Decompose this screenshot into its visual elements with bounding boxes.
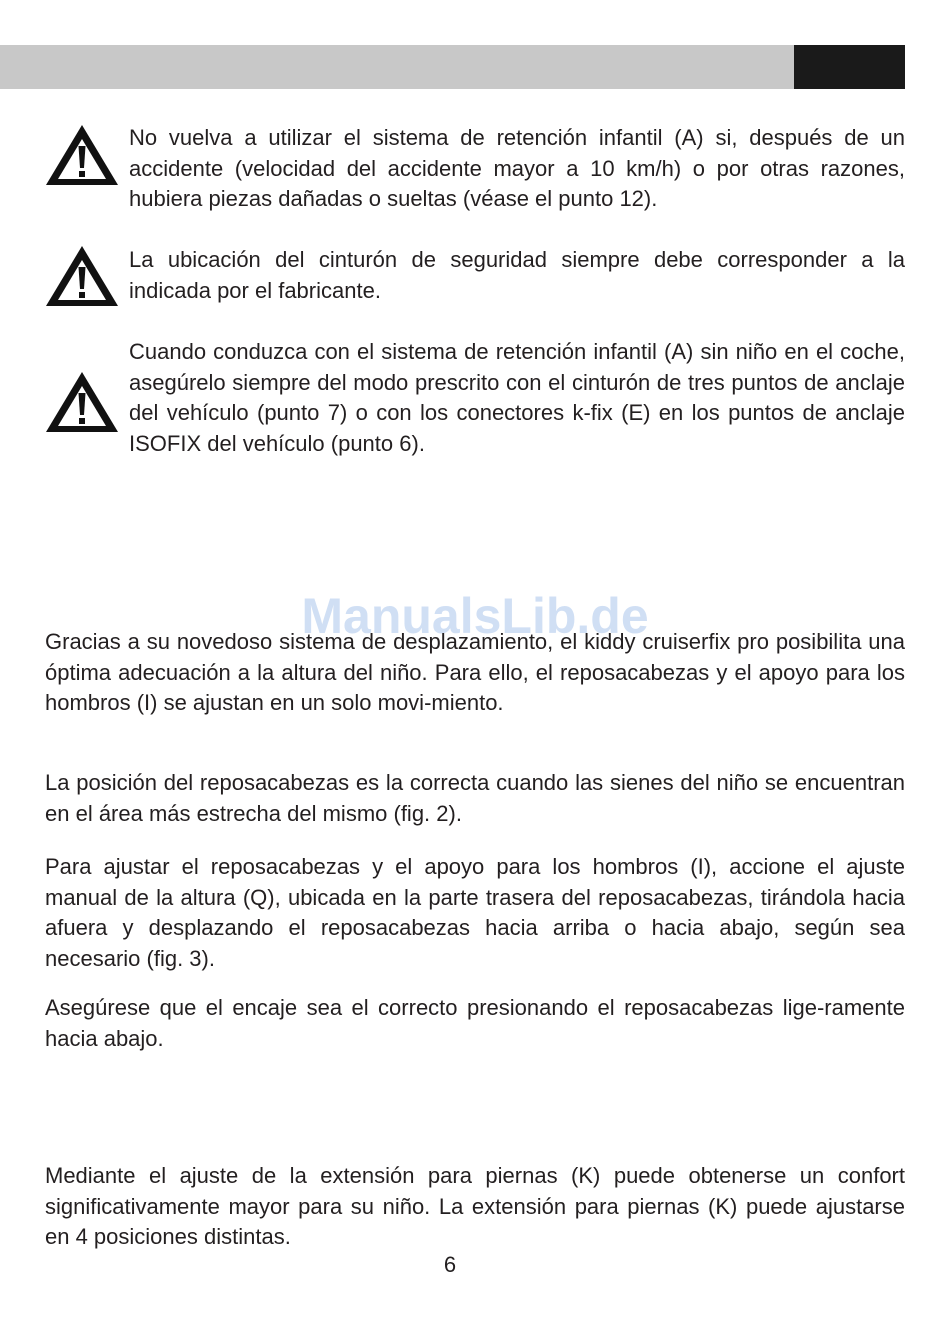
paragraph: La posición del reposacabezas es la correcta cuando las sienes del niño se encuentran en el área más estrecha del mismo (fig. 2).: [45, 770, 905, 826]
watermark: ManualsLib.de: [301, 588, 649, 644]
header-tab-block: [794, 45, 905, 89]
warning-text: Cuando conduzca con el sistema de retención infantil (A) sin niño en el coche, asegúrelo siempre del modo prescrito con el cinturón de tres puntos de anclaje del vehículo (punto 7) o con los conectores k-fix (E) en los puntos de anclaje ISOFIX del vehículo (punto 6).: [129, 339, 905, 456]
warning-triangle-icon: [44, 244, 120, 308]
paragraph: Asegúrese que el encaje sea el correcto presionando el reposacabezas lige-ramente hacia abajo.: [45, 995, 905, 1051]
paragraph: Mediante el ajuste de la extensión para piernas (K) puede obtenerse un confort significativamente mayor para su niño. La extensión para piernas (K) puede ajustarse en 4 posiciones distintas.: [45, 1163, 905, 1250]
warning-text: No vuelva a utilizar el sistema de retención infantil (A) si, después de un accidente (velocidad del accidente mayor a 10 km/h) o por otras razones, hubiera piezas dañadas o sueltas (véase el punto 12).: [129, 125, 905, 212]
warning-triangle-icon: [44, 370, 120, 434]
paragraph: Gracias a su novedoso sistema de desplazamiento, el kiddy cruiserfix pro posibilita una óptima adecuación a la altura del niño. Para ello, el reposacabezas y el apoyo para los hombros (I) se ajustan en un solo movi-miento.: [45, 629, 905, 716]
paragraph: Para ajustar el reposacabezas y el apoyo para los hombros (I), accione el ajuste manual de la altura (Q), ubicada en la parte trasera del reposacabezas, tirándola hacia afuera y desplazando el reposacabezas hacia arriba o hacia abajo, según sea necesario (fig. 3).: [45, 854, 905, 971]
page-number: 6: [443, 1252, 457, 1277]
warning-text: La ubicación del cinturón de seguridad siempre debe corresponder a la indicada por el fabricante.: [129, 247, 905, 303]
header-bar: [0, 45, 905, 89]
warning-triangle-icon: [44, 123, 120, 187]
